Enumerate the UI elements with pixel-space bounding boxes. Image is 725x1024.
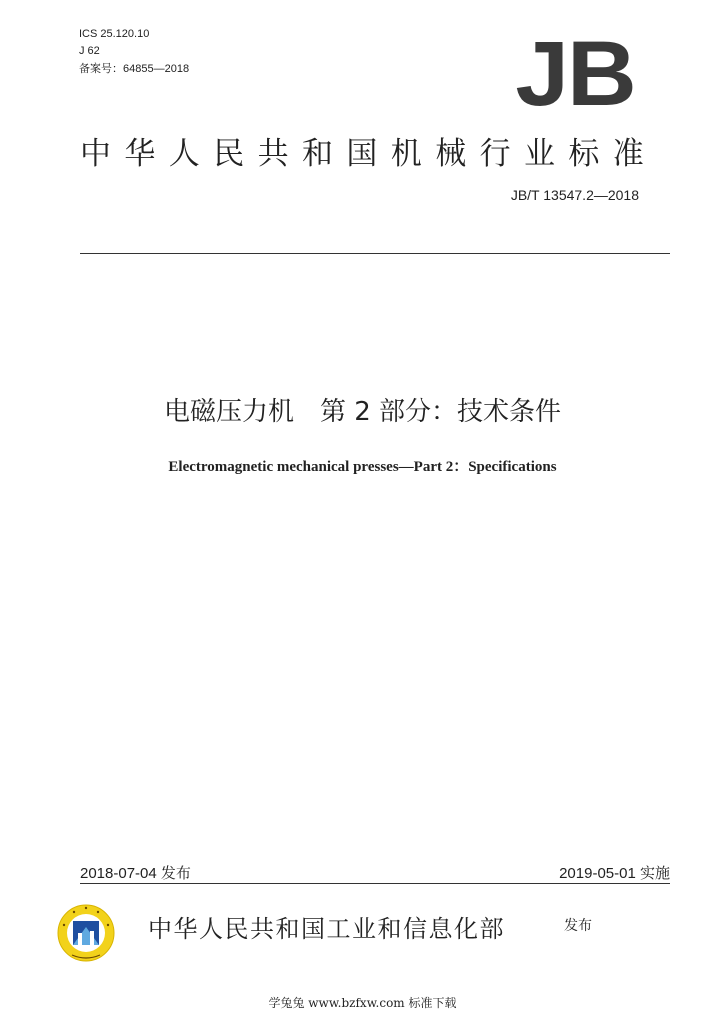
record-number: 备案号：64855—2018 bbox=[79, 63, 190, 75]
ccs-code: J 62 bbox=[79, 45, 100, 57]
issuer-publish-label: 发布 bbox=[564, 918, 592, 934]
issuer-name: 中华人民共和国工业和信息化部 bbox=[148, 915, 505, 943]
ics-code: ICS 25.120.10 bbox=[79, 28, 150, 40]
ministry-seal-icon bbox=[56, 903, 116, 963]
standard-number: JB/T 13547.2—2018 bbox=[510, 187, 639, 203]
jb-logo: JB bbox=[515, 23, 635, 125]
footer-divider bbox=[80, 883, 670, 884]
document-title-english: Electromagnetic mechanical presses—Part 2：Specifications bbox=[168, 459, 557, 475]
issuer-row bbox=[56, 903, 676, 963]
standard-title: 中华人民共和国机械行业标准 bbox=[80, 136, 658, 172]
implementation-date: 2019-05-01 实施 bbox=[559, 865, 670, 882]
header-divider bbox=[80, 253, 670, 254]
download-watermark: 学兔兔 www.bzfxw.com 标准下载 bbox=[268, 996, 457, 1010]
issue-date: 2018-07-04 发布 bbox=[80, 865, 191, 882]
document-title-chinese: 电磁压力机 第 2 部分：技术条件 bbox=[163, 397, 562, 427]
